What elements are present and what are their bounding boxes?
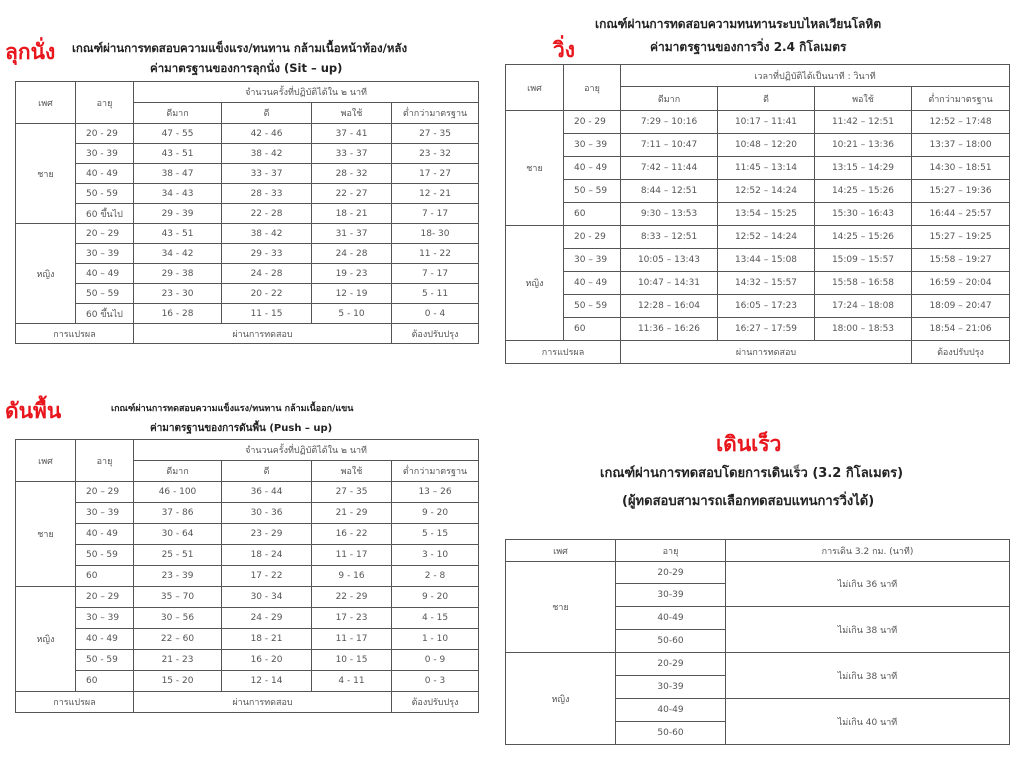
walk-title: เกณฑ์ผ่านการทดสอบโดยการเดินเร็ว (3.2 กิโลเมตร) [600, 466, 904, 481]
value-cell: 25 - 51 [134, 545, 222, 566]
walk-limit: ไม่เกิน 38 นาที [726, 653, 1010, 699]
age-cell: 30 – 39 [76, 244, 134, 264]
age-header: อายุ [76, 82, 134, 124]
value-cell: 33 - 37 [312, 144, 392, 164]
value-cell: 0 - 4 [392, 304, 479, 324]
age-cell: 40 - 49 [76, 629, 134, 650]
value-cell: 29 - 38 [134, 264, 222, 284]
level-below-standard: ต่ำกว่ามาตรฐาน [912, 87, 1010, 111]
level-good: ดี [222, 461, 312, 482]
level-excellent: ดีมาก [134, 103, 222, 124]
value-cell: 18:00 – 18:53 [815, 318, 912, 341]
run-table [505, 64, 1010, 364]
age-cell: 50-60 [616, 630, 726, 653]
pass-label: ผ่านการทดสอบ [134, 324, 392, 344]
age-cell: 30 – 39 [76, 608, 134, 629]
fail-label: ต้องปรับปรุง [392, 324, 479, 344]
age-cell: 50 – 59 [564, 295, 621, 318]
age-cell: 40 - 49 [76, 164, 134, 184]
age-cell: 30-39 [616, 584, 726, 607]
value-cell: 38 - 47 [134, 164, 222, 184]
fail-label: ต้องปรับปรุง [392, 692, 479, 713]
value-cell: 30 - 34 [222, 587, 312, 608]
situp-table [15, 81, 479, 344]
value-cell: 35 – 70 [134, 587, 222, 608]
age-cell: 50 - 59 [76, 545, 134, 566]
sex-header: เพศ [16, 82, 76, 124]
walk-limit: ไม่เกิน 38 นาที [726, 607, 1010, 653]
value-cell: 18:54 – 21:06 [912, 318, 1010, 341]
table-row [506, 272, 1010, 295]
level-fair: พอใช้ [815, 87, 912, 111]
table-row [16, 184, 479, 204]
sex-header: เพศ [16, 440, 76, 482]
situp-heading: ลุกนั่ง [5, 40, 56, 64]
age-cell: 20 – 29 [76, 224, 134, 244]
value-cell: 22 – 60 [134, 629, 222, 650]
situp-title: เกณฑ์ผ่านการทดสอบความแข็งแรง/ทนทาน กล้ามเนื้อหน้าท้อง/หลัง [72, 41, 408, 55]
value-cell: 15:58 – 16:58 [815, 272, 912, 295]
value-cell: 12:52 – 17:48 [912, 111, 1010, 134]
age-cell: 20 - 29 [564, 226, 621, 249]
table-row [16, 545, 479, 566]
age-cell: 50 – 59 [564, 180, 621, 203]
value-cell: 31 - 37 [312, 224, 392, 244]
table-row [16, 482, 479, 503]
value-cell: 20 - 22 [222, 284, 312, 304]
age-cell: 50 - 59 [76, 650, 134, 671]
value-cell: 10:21 – 13:36 [815, 134, 912, 157]
age-cell: 40-49 [616, 607, 726, 630]
level-below-standard: ต่ำกว่ามาตรฐาน [392, 103, 479, 124]
value-cell: 15:27 – 19:36 [912, 180, 1010, 203]
value-cell: 30 - 36 [222, 503, 312, 524]
value-cell: 18 - 24 [222, 545, 312, 566]
walk-heading: เดินเร็ว [716, 432, 782, 456]
age-cell: 60 [564, 203, 621, 226]
level-good: ดี [718, 87, 815, 111]
female-label: หญิง [506, 226, 564, 341]
run-heading: วิ่ง [553, 38, 576, 62]
value-cell: 0 - 9 [392, 650, 479, 671]
age-cell: 30 - 39 [76, 144, 134, 164]
value-cell: 43 - 51 [134, 144, 222, 164]
age-cell: 40 – 49 [564, 157, 621, 180]
table-row [16, 608, 479, 629]
value-cell: 13 – 26 [392, 482, 479, 503]
table-row [16, 244, 479, 264]
value-cell: 7:29 – 10:16 [621, 111, 718, 134]
value-cell: 5 - 15 [392, 524, 479, 545]
value-cell: 11 - 17 [312, 629, 392, 650]
male-label: ชาย [16, 482, 76, 587]
table-row [16, 524, 479, 545]
value-cell: 0 - 3 [392, 671, 479, 692]
value-cell: 16:27 – 17:59 [718, 318, 815, 341]
value-cell: 1 - 10 [392, 629, 479, 650]
age-cell: 50-60 [616, 722, 726, 745]
value-cell: 10 - 15 [312, 650, 392, 671]
value-cell: 12 - 21 [392, 184, 479, 204]
value-cell: 46 - 100 [134, 482, 222, 503]
value-cell: 13:54 – 15:25 [718, 203, 815, 226]
age-cell: 30 – 39 [76, 503, 134, 524]
value-cell: 34 - 43 [134, 184, 222, 204]
age-cell: 20 – 29 [76, 587, 134, 608]
value-cell: 27 - 35 [312, 482, 392, 503]
value-cell: 23 - 30 [134, 284, 222, 304]
value-cell: 14:30 – 18:51 [912, 157, 1010, 180]
pushup-subtitle: ค่ามาตรฐานของการดันพื้น (Push – up) [150, 423, 333, 434]
table-row [16, 264, 479, 284]
table-row [16, 284, 479, 304]
value-cell: 7:11 – 10:47 [621, 134, 718, 157]
age-cell: 40-49 [616, 699, 726, 722]
value-cell: 11:45 – 13:14 [718, 157, 815, 180]
age-cell: 30-39 [616, 676, 726, 699]
value-cell: 12 - 19 [312, 284, 392, 304]
value-cell: 11:42 – 12:51 [815, 111, 912, 134]
value-cell: 10:17 – 11:41 [718, 111, 815, 134]
value-cell: 9 - 20 [392, 503, 479, 524]
count-header: จำนวนครั้งที่ปฏิบัติได้ใน ๒ นาที [134, 440, 479, 461]
male-label: ชาย [506, 562, 616, 653]
male-label: ชาย [506, 111, 564, 226]
age-cell: 60 [564, 318, 621, 341]
table-row [16, 304, 479, 324]
value-cell: 14:32 – 15:57 [718, 272, 815, 295]
table-row [506, 111, 1010, 134]
age-cell: 40 – 49 [76, 264, 134, 284]
value-cell: 22 - 27 [312, 184, 392, 204]
table-row [506, 295, 1010, 318]
value-cell: 36 - 44 [222, 482, 312, 503]
value-cell: 24 - 29 [222, 608, 312, 629]
table-row [506, 249, 1010, 272]
age-cell: 20-29 [616, 653, 726, 676]
time-header: เวลาที่ปฏิบัติได้เป็นนาที : วินาที [621, 65, 1010, 87]
age-cell: 60 [76, 671, 134, 692]
walk-table [505, 539, 1010, 745]
value-cell: 16 - 20 [222, 650, 312, 671]
value-cell: 10:05 – 13:43 [621, 249, 718, 272]
value-cell: 27 - 35 [392, 124, 479, 144]
value-cell: 42 - 46 [222, 124, 312, 144]
interpretation-label: การแปรผล [506, 341, 621, 364]
table-row [16, 224, 479, 244]
table-row [16, 204, 479, 224]
age-cell: 20-29 [616, 562, 726, 584]
table-row [16, 124, 479, 144]
value-cell: 8:33 – 12:51 [621, 226, 718, 249]
value-cell: 37 - 86 [134, 503, 222, 524]
value-cell: 5 - 11 [392, 284, 479, 304]
value-cell: 13:37 – 18:00 [912, 134, 1010, 157]
value-cell: 14:25 – 15:26 [815, 226, 912, 249]
age-cell: 20 - 29 [564, 111, 621, 134]
age-header: อายุ [76, 440, 134, 482]
value-cell: 7 - 17 [392, 264, 479, 284]
table-row [506, 157, 1010, 180]
value-cell: 11 - 15 [222, 304, 312, 324]
value-cell: 18:09 – 20:47 [912, 295, 1010, 318]
value-cell: 30 - 64 [134, 524, 222, 545]
table-row [16, 164, 479, 184]
value-cell: 22 - 29 [312, 587, 392, 608]
table-row [16, 671, 479, 692]
table-row [506, 134, 1010, 157]
value-cell: 43 - 51 [134, 224, 222, 244]
value-cell: 17 - 22 [222, 566, 312, 587]
walk-limit: ไม่เกิน 36 นาที [726, 562, 1010, 607]
value-cell: 16 - 22 [312, 524, 392, 545]
value-cell: 28 - 32 [312, 164, 392, 184]
table-row [16, 629, 479, 650]
value-cell: 3 - 10 [392, 545, 479, 566]
level-excellent: ดีมาก [621, 87, 718, 111]
value-cell: 17:24 – 18:08 [815, 295, 912, 318]
value-cell: 10:48 – 12:20 [718, 134, 815, 157]
male-label: ชาย [16, 124, 76, 224]
value-cell: 12:28 – 16:04 [621, 295, 718, 318]
value-cell: 38 - 42 [222, 224, 312, 244]
level-good: ดี [222, 103, 312, 124]
value-cell: 47 - 55 [134, 124, 222, 144]
interpretation-label: การแปรผล [16, 692, 134, 713]
value-cell: 12 - 14 [222, 671, 312, 692]
value-cell: 16:05 – 17:23 [718, 295, 815, 318]
value-cell: 21 - 23 [134, 650, 222, 671]
value-cell: 5 - 10 [312, 304, 392, 324]
walk-time-header: การเดิน 3.2 กม. (นาที) [726, 540, 1010, 562]
table-row [506, 203, 1010, 226]
pass-label: ผ่านการทดสอบ [621, 341, 912, 364]
age-cell: 40 - 49 [76, 524, 134, 545]
value-cell: 18 - 21 [312, 204, 392, 224]
value-cell: 22 - 28 [222, 204, 312, 224]
fail-label: ต้องปรับปรุง [912, 341, 1010, 364]
value-cell: 33 - 37 [222, 164, 312, 184]
value-cell: 13:44 – 15:08 [718, 249, 815, 272]
value-cell: 16 - 28 [134, 304, 222, 324]
pass-label: ผ่านการทดสอบ [134, 692, 392, 713]
age-cell: 40 – 49 [564, 272, 621, 295]
level-fair: พอใช้ [312, 103, 392, 124]
table-row [16, 587, 479, 608]
age-cell: 50 – 59 [76, 284, 134, 304]
value-cell: 18- 30 [392, 224, 479, 244]
value-cell: 21 - 29 [312, 503, 392, 524]
level-below-standard: ต่ำกว่ามาตรฐาน [392, 461, 479, 482]
female-label: หญิง [16, 587, 76, 692]
age-cell: 50 - 59 [76, 184, 134, 204]
value-cell: 16:44 – 25:57 [912, 203, 1010, 226]
value-cell: 14:25 – 15:26 [815, 180, 912, 203]
pushup-table [15, 439, 479, 713]
value-cell: 7 - 17 [392, 204, 479, 224]
table-row [506, 226, 1010, 249]
value-cell: 12:52 – 14:24 [718, 180, 815, 203]
value-cell: 15:58 – 19:27 [912, 249, 1010, 272]
value-cell: 17 - 23 [312, 608, 392, 629]
walk-limit: ไม่เกิน 40 นาที [726, 699, 1010, 745]
value-cell: 28 - 33 [222, 184, 312, 204]
value-cell: 15:27 – 19:25 [912, 226, 1010, 249]
value-cell: 9 - 16 [312, 566, 392, 587]
situp-subtitle: ค่ามาตรฐานของการลุกนั่ง (Sit – up) [150, 61, 343, 75]
value-cell: 10:47 – 14:31 [621, 272, 718, 295]
value-cell: 11 - 22 [392, 244, 479, 264]
value-cell: 2 - 8 [392, 566, 479, 587]
run-subtitle: ค่ามาตรฐานของการวิ่ง 2.4 กิโลเมตร [650, 40, 847, 54]
table-row [506, 180, 1010, 203]
age-cell: 60 ขึ้นไป [76, 304, 134, 324]
table-row [16, 503, 479, 524]
walk-subtitle: (ผู้ทดสอบสามารถเลือกทดสอบแทนการวิ่งได้) [622, 494, 875, 509]
value-cell: 24 - 28 [222, 264, 312, 284]
value-cell: 4 - 11 [312, 671, 392, 692]
value-cell: 15 - 20 [134, 671, 222, 692]
pushup-title: เกณฑ์ผ่านการทดสอบความแข็งแรง/ทนทาน กล้ามเนื้ออก/แขน [111, 404, 354, 414]
value-cell: 8:44 – 12:51 [621, 180, 718, 203]
pushup-heading: ดันพื้น [5, 399, 62, 423]
value-cell: 9 - 20 [392, 587, 479, 608]
run-title: เกณฑ์ผ่านการทดสอบความทนทานระบบไหลเวียนโลหิต [595, 17, 882, 31]
sex-header: เพศ [506, 540, 616, 562]
value-cell: 15:30 – 16:43 [815, 203, 912, 226]
table-row [16, 650, 479, 671]
female-label: หญิง [506, 653, 616, 745]
count-header: จำนวนครั้งที่ปฏิบัติได้ใน ๒ นาที [134, 82, 479, 103]
sex-header: เพศ [506, 65, 564, 111]
table-row [16, 566, 479, 587]
value-cell: 38 - 42 [222, 144, 312, 164]
value-cell: 13:15 – 14:29 [815, 157, 912, 180]
age-cell: 20 - 29 [76, 124, 134, 144]
age-cell: 60 [76, 566, 134, 587]
value-cell: 7:42 – 11:44 [621, 157, 718, 180]
value-cell: 11:36 – 16:26 [621, 318, 718, 341]
value-cell: 19 - 23 [312, 264, 392, 284]
value-cell: 29 - 33 [222, 244, 312, 264]
value-cell: 11 - 17 [312, 545, 392, 566]
age-cell: 30 – 39 [564, 249, 621, 272]
interpretation-label: การแปรผล [16, 324, 134, 344]
value-cell: 24 - 28 [312, 244, 392, 264]
value-cell: 37 - 41 [312, 124, 392, 144]
age-cell: 60 ขึ้นไป [76, 204, 134, 224]
age-cell: 30 – 39 [564, 134, 621, 157]
value-cell: 15:09 – 15:57 [815, 249, 912, 272]
value-cell: 34 - 42 [134, 244, 222, 264]
age-header: อายุ [616, 540, 726, 562]
age-header: อายุ [564, 65, 621, 111]
value-cell: 23 - 39 [134, 566, 222, 587]
value-cell: 30 – 56 [134, 608, 222, 629]
value-cell: 16:59 – 20:04 [912, 272, 1010, 295]
value-cell: 18 - 21 [222, 629, 312, 650]
age-cell: 20 – 29 [76, 482, 134, 503]
female-label: หญิง [16, 224, 76, 324]
table-row [16, 144, 479, 164]
level-fair: พอใช้ [312, 461, 392, 482]
level-excellent: ดีมาก [134, 461, 222, 482]
value-cell: 9:30 – 13:53 [621, 203, 718, 226]
value-cell: 17 - 27 [392, 164, 479, 184]
value-cell: 4 - 15 [392, 608, 479, 629]
table-row [506, 318, 1010, 341]
value-cell: 23 - 29 [222, 524, 312, 545]
value-cell: 23 - 32 [392, 144, 479, 164]
value-cell: 12:52 – 14:24 [718, 226, 815, 249]
value-cell: 29 - 39 [134, 204, 222, 224]
